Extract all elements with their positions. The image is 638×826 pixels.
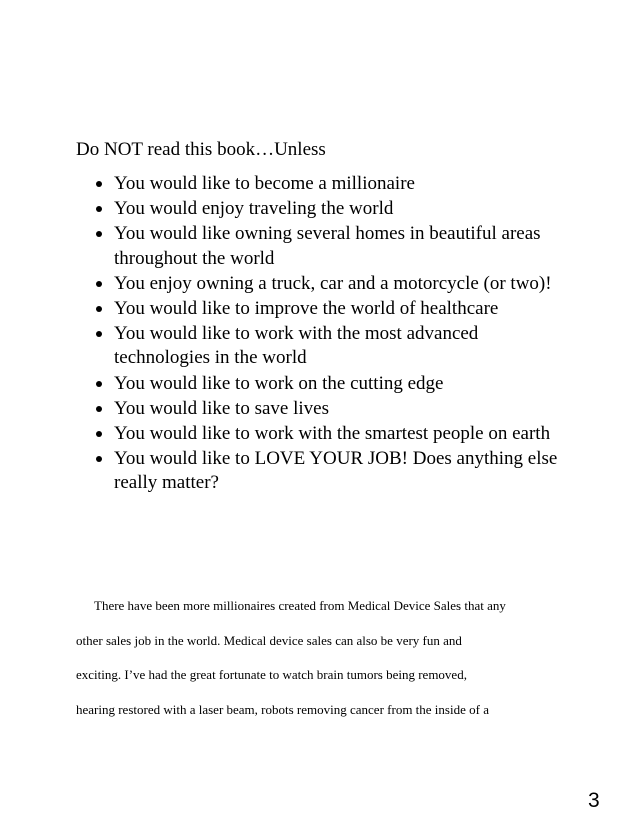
paragraph-line: exciting. I’ve had the great fortunate to watch brain tumors being removed, <box>76 667 467 682</box>
bullet-icon <box>96 431 102 437</box>
list-item-text: You would like to work on the cutting edge <box>114 372 444 394</box>
list-item <box>96 447 566 495</box>
page-heading: Do NOT read this book…Unless <box>76 139 326 160</box>
bullet-icon <box>96 381 102 387</box>
list-item-text: You would like to save lives <box>114 397 329 419</box>
bullet-icon <box>96 306 102 312</box>
list-item-text: You would like to work with the most advanced technologies in the world <box>114 323 479 369</box>
bullet-icon <box>96 281 102 287</box>
list-item-text: You would like to become a millionaire <box>114 173 415 194</box>
list-item <box>96 397 566 421</box>
bullet-icon <box>96 406 102 412</box>
list-item-text: You would enjoy traveling the world <box>114 198 394 220</box>
list-item <box>96 297 566 321</box>
paragraph-line: hearing restored with a laser beam, robots removing cancer from the inside of a <box>76 701 489 717</box>
list-item <box>96 172 566 196</box>
list-item <box>96 422 566 446</box>
list-item <box>96 222 566 270</box>
bullet-icon <box>96 181 102 187</box>
list-item <box>96 272 566 296</box>
paragraph-line: There have been more millionaires created from Medical Device Sales that any <box>94 598 506 613</box>
list-item-text: You enjoy owning a truck, car and a motorcycle (or two)! <box>114 272 552 294</box>
list-item <box>96 197 566 221</box>
list-item <box>96 372 566 396</box>
body-paragraph <box>76 596 566 734</box>
bullet-list <box>96 172 566 497</box>
list-item <box>96 322 566 370</box>
bullet-icon <box>96 456 102 462</box>
list-item-text: You would like to LOVE YOUR JOB! Does anything else really matter? <box>114 448 558 494</box>
list-item-text: You would like to improve the world of healthcare <box>114 298 499 320</box>
list-item-text: You would like to work with the smartest people on earth <box>114 423 551 445</box>
bullet-icon <box>96 331 102 337</box>
list-item-text: You would like owning several homes in beautiful areas throughout the world <box>114 223 541 269</box>
bullet-icon <box>96 231 102 237</box>
bullet-icon <box>96 206 102 212</box>
page-number: 3 <box>588 789 600 812</box>
paragraph-line: other sales job in the world. Medical device sales can also be very fun and <box>76 632 462 648</box>
